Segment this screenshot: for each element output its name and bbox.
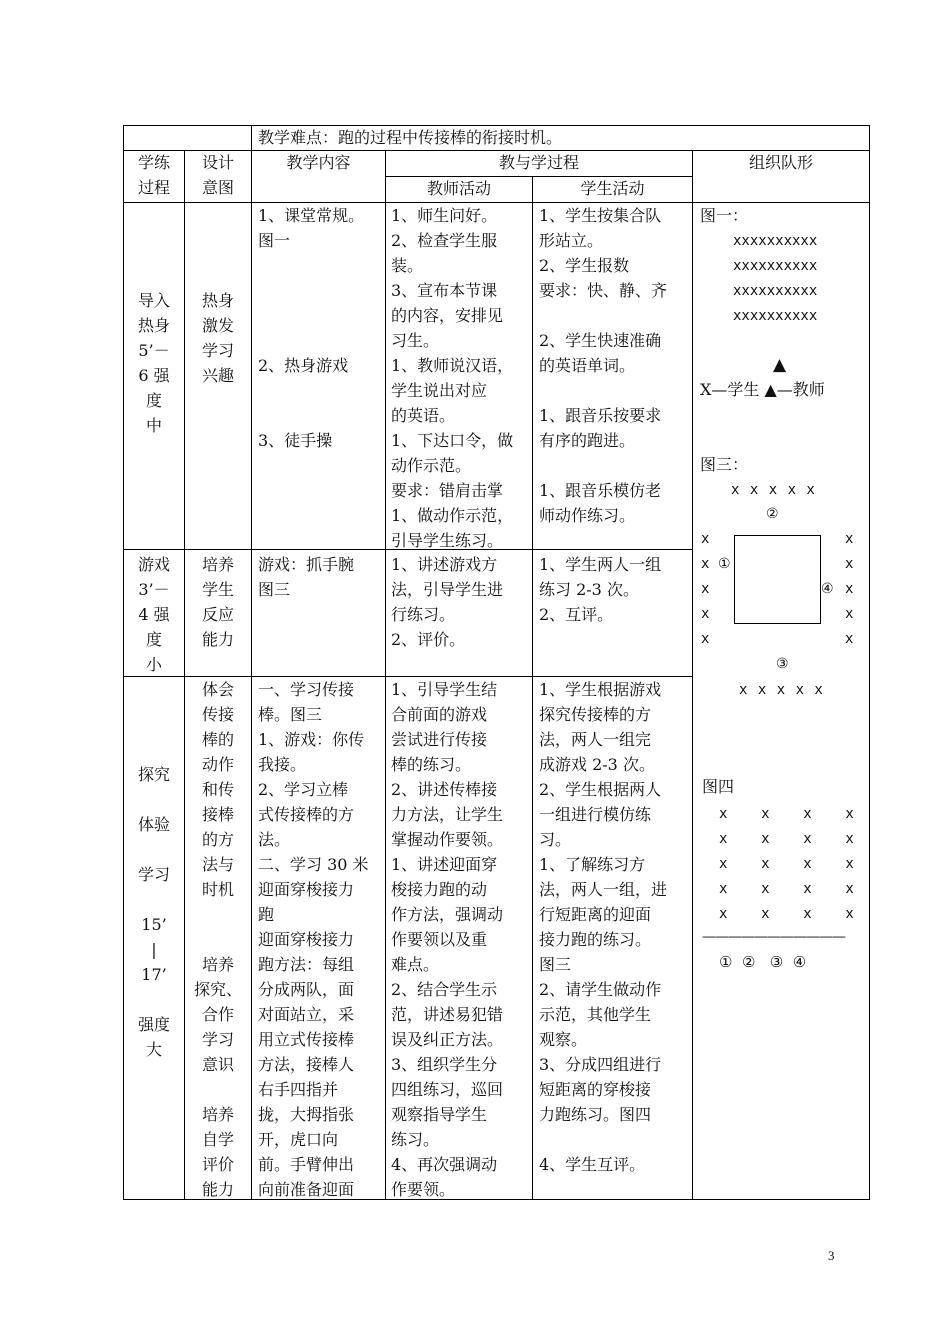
row1-content: 1、课堂常规。 图一 2、热身游戏 3、徒手操 xyxy=(258,206,365,450)
fig1-row: xxxxxxxxxx xyxy=(733,308,818,324)
fig3-bottom-row: x x x x x xyxy=(739,682,824,698)
row1-student: 1、学生按集合队 形站立。 2、学生报数 要求：快、静、齐 2、学生快速准确 的英语单词。 1、跟音乐按要求 有序的跑进。 1、跟音乐模仿老 师动作练习。 xyxy=(539,206,668,525)
fig3-square xyxy=(735,536,821,624)
row2-student: 1、学生两人一组 练习 2-3 次。 2、互评。 xyxy=(539,555,662,624)
row1-design: 热身 激发 学习 兴趣 xyxy=(201,291,234,385)
fig3-mark-1: ① xyxy=(718,556,731,572)
fig4-marks: ① ② ③ ④ xyxy=(719,953,807,971)
row2-design: 培养 学生 反应 能力 xyxy=(201,555,234,649)
fig3-left-x: x xyxy=(701,631,710,647)
fig4-row: x x x x xyxy=(719,856,854,872)
header-process: 教与学过程 xyxy=(498,153,579,172)
header-student: 学生活动 xyxy=(580,179,645,198)
fig1-row: xxxxxxxxxx xyxy=(733,283,818,299)
fig1-label: 图一： xyxy=(700,206,749,225)
fig4-row: x x x x xyxy=(719,881,854,897)
header-design: 设计 意图 xyxy=(201,153,234,197)
row2-teacher: 1、讲述游戏方 法，引导学生进 行练习。 2、评价。 xyxy=(391,555,504,649)
row3-student: 1、学生根据游戏 探究传接棒的方 法，两人一组完 成游戏 2-3 次。 2、学生根据两人 一组进行模仿练 习。 1、了解练习方 法，两人一组，进 行短距离的迎面 接力跑的练习。 图三 2、请学生做动作 示范，其他学生 观察。 3、分成四组进行 短距离的穿梭接 力跑练习。图四 4、学生互评。 xyxy=(539,680,668,1174)
row3-stage: 探究 体验 学习 15’ | 17’ 强度 大 xyxy=(137,765,170,1059)
fig3-right-x: x xyxy=(845,606,854,622)
row1-teacher: 1、师生问好。 2、检查学生服 装。 3、宣布本节课 的内容，安排见 习生。 1、教师说汉语， 学生说出对应 的英语。 1、下达口令，做 动作示范。 要求：错肩击掌 1、做动作示范， 引导学生练习。 xyxy=(391,206,514,550)
formation-legend: X—学生 ▲—教师 xyxy=(700,380,825,399)
fig3-right-x: x xyxy=(845,556,854,572)
row3-design: 体会 传接 棒的 动作 和传 接棒 的方 法与 时机 培养 探究、 合作 学习 意识 培养 自学 评价 能力 xyxy=(193,680,242,1199)
fig4-row: x x x x xyxy=(719,806,854,822)
header-content: 教学内容 xyxy=(286,153,351,172)
fig3-right-x: x xyxy=(845,531,854,547)
fig4-row: x x x x xyxy=(719,831,854,847)
fig4-label: 图四 xyxy=(702,777,735,796)
header-stage: 学练 过程 xyxy=(137,153,170,197)
fig1-row: xxxxxxxxxx xyxy=(733,233,818,249)
fig3-mark-4: ④ xyxy=(821,581,834,597)
fig4-row: x x x x xyxy=(719,906,854,922)
fig3-label: 图三： xyxy=(700,455,749,474)
header-teacher: 教师活动 xyxy=(426,179,491,198)
fig3-right-x: x xyxy=(845,631,854,647)
fig3-left-x: x xyxy=(701,581,710,597)
fig3-mark-2: ② xyxy=(766,506,779,522)
row3-content: 一、学习传接 棒。图三 1、游戏：你传 我接。 2、学习立棒 式传接棒的方 法。 二、学习 30 米 迎面穿梭接力 跑 迎面穿梭接力 跑方法：每组 分成两队，面 对面站立，采 用立式传接棒 方法，接棒人 右手四指并 拢，大拇指张 开，虎口向 前。手臂伸出 向前准备迎面 xyxy=(258,680,369,1199)
fig3-left-x: x xyxy=(701,606,710,622)
row1-stage: 导入 热身 5’－ 6 强 度 中 xyxy=(137,291,170,435)
fig3-right-x: x xyxy=(845,581,854,597)
page-number: 3 xyxy=(828,1248,835,1263)
fig1-row: xxxxxxxxxx xyxy=(733,258,818,274)
row2-stage: 游戏 3’－ 4 强 度 小 xyxy=(137,555,170,674)
fig3-left-x: x xyxy=(701,531,710,547)
fig3-left-x: x xyxy=(701,556,710,572)
fig3-top-row: x x x x x xyxy=(731,482,816,498)
fig3-mark-3: ③ xyxy=(776,656,789,672)
fig4-divider: ——————————— xyxy=(702,929,845,945)
header-formation: 组织队形 xyxy=(748,153,813,172)
row3-teacher: 1、引导学生结 合前面的游戏 尝试进行传接 棒的练习。 2、讲述传棒接 力方法，让学生 掌握动作要领。 1、讲述迎面穿 梭接力跑的动 作方法，强调动 作要领以及重 难点。 2、结合学生示 范，讲述易犯错 误及纠正方法。 3、组织学生分 四组练习，巡回 观察指导学生 练习。 4、再次强调动 作要领。 xyxy=(391,680,504,1199)
row2-content: 游戏：抓手腕 图三 xyxy=(258,555,355,599)
teaching-difficulty: 教学难点：跑的过程中传接棒的衔接时机。 xyxy=(258,128,563,147)
teacher-triangle-icon: ▲ xyxy=(773,355,787,375)
